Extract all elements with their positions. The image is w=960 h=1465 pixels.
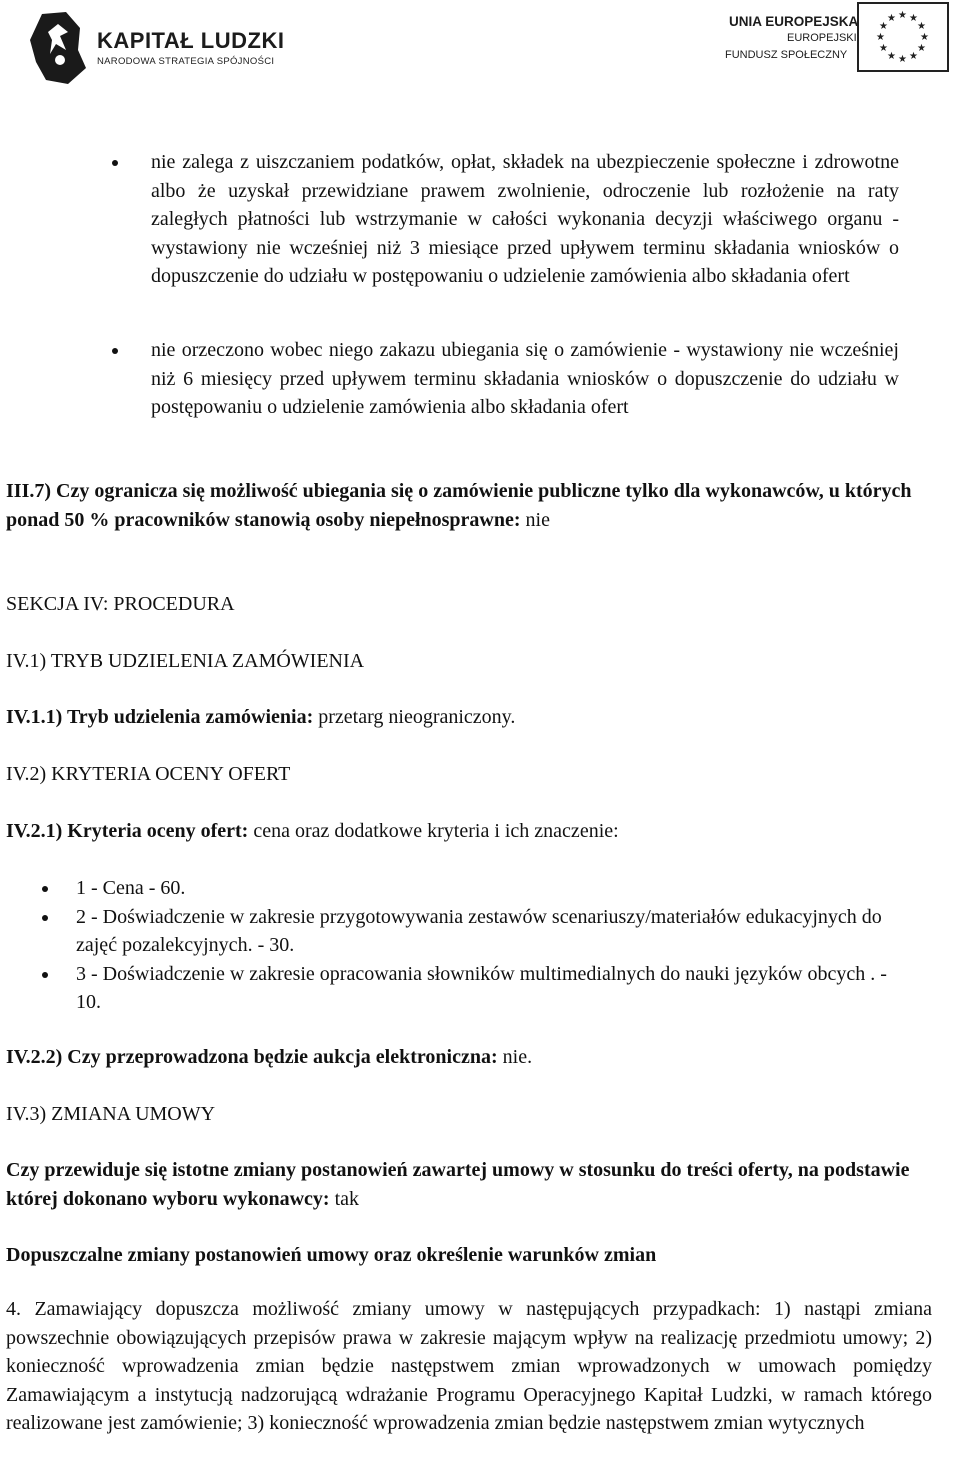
eu-flag-icon bbox=[857, 2, 949, 72]
section-iv11-label: IV.1.1) Tryb udzielenia zamówienia: bbox=[6, 706, 314, 728]
paragraph-4: 4. Zamawiający dopuszcza możliwość zmiany umowy w następujących przypadkach: 1) nastąpi zmiana powszechnie obowiązujących przepisów prawa w zakresie mającym wpływ na realizację przedmiotu umowy; 2) konieczność wprowadzenia zmian będzie następstwem zmian wprowadzonych w umowach pomiędzy Zamawiającym a instytucją nadzorującą wdrażanie Programu Operacyjnego Kapitał Ludzki, w ramach którego realizowane jest zamówienie; 3) konieczność wprowadzenia zmian będzie następstwem zmian wytycznych bbox=[6, 1298, 932, 1434]
svg-text:★: ★ bbox=[909, 13, 918, 24]
bullet-item-tax-arrears bbox=[116, 148, 899, 291]
bullet-text: nie orzeczono wobec niego zakazu ubiegania się o zamówienie - wystawiony nie wcześniej niż 6 miesięcy przed upływem terminu składania wniosków o dopuszczenie do udziału w postępowaniu o udzielenie zamówienia albo składania ofert bbox=[151, 339, 899, 418]
eu-logo bbox=[725, 2, 955, 78]
kapital-ludzki-subtitle: NARODOWA STRATEGIA SPÓJNOŚCI bbox=[97, 56, 275, 67]
svg-text:★: ★ bbox=[917, 21, 926, 32]
kapital-ludzki-emblem-icon bbox=[28, 10, 92, 86]
svg-text:★: ★ bbox=[887, 51, 896, 62]
criterion-text: 1 - Cena - 60. bbox=[76, 877, 186, 899]
section-iv3-question-label: Czy przewiduje się istotne zmiany postanowień zawartej umowy w stosunku do treści oferty, na podstawie której dokonano wyboru wykonawcy: bbox=[6, 1159, 910, 1210]
section-iv22-label: IV.2.2) Czy przeprowadzona będzie aukcja elektroniczna: bbox=[6, 1046, 498, 1068]
eu-logo-line2: EUROPEJSKI bbox=[787, 32, 857, 44]
list-item bbox=[6, 874, 896, 903]
svg-text:★: ★ bbox=[920, 32, 929, 43]
criterion-text: 2 - Doświadczenie w zakresie przygotowywania zestawów scenariuszy/materiałów edukacyjnych do zajęć pozalekcyjnych. - 30. bbox=[76, 905, 882, 956]
section-iv-title: SEKCJA IV: PROCEDURA bbox=[6, 593, 235, 615]
section-iv3-question bbox=[6, 1156, 911, 1213]
section-iv21-label: IV.2.1) Kryteria oceny ofert: bbox=[6, 820, 249, 842]
svg-text:★: ★ bbox=[917, 43, 926, 54]
bullet-dot-icon bbox=[112, 160, 118, 166]
section-iv1-heading: IV.1) TRYB UDZIELENIA ZAMÓWIENIA bbox=[6, 650, 365, 672]
section-iv3-question-value: tak bbox=[329, 1187, 360, 1210]
svg-text:★: ★ bbox=[887, 13, 896, 24]
svg-text:★: ★ bbox=[876, 32, 885, 43]
bullet-dot-icon bbox=[42, 972, 48, 978]
bullet-dot-icon bbox=[42, 886, 48, 892]
svg-text:★: ★ bbox=[879, 43, 888, 54]
eu-logo-line3: FUNDUSZ SPOŁECZNY bbox=[725, 49, 848, 61]
kapital-ludzki-logo bbox=[28, 10, 288, 86]
eu-logo-line1: UNIA EUROPEJSKA bbox=[729, 14, 859, 29]
section-iii7-label: III.7) Czy ogranicza się możliwość ubiegania się o zamówienie publiczne tylko dla wykonawców, u których ponad 50 % pracowników stanowią osoby niepełnosprawne: bbox=[6, 480, 912, 531]
section-iii7 bbox=[6, 477, 926, 534]
section-iv22 bbox=[6, 1043, 926, 1072]
section-iv11 bbox=[6, 703, 926, 732]
kapital-ludzki-title: KAPITAŁ LUDZKI bbox=[97, 28, 285, 53]
list-item bbox=[6, 903, 896, 960]
section-iv3-heading: IV.3) ZMIANA UMOWY bbox=[6, 1103, 216, 1125]
svg-text:★: ★ bbox=[898, 10, 907, 21]
section-iv3-allowed-changes: Dopuszczalne zmiany postanowień umowy oraz określenie warunków zmian bbox=[6, 1244, 657, 1266]
svg-text:★: ★ bbox=[909, 51, 918, 62]
bullet-text: nie zalega z uiszczaniem podatków, opłat, składek na ubezpieczenie społeczne i zdrowotne albo że uzyskał przewidziane prawem zwolnienie, odroczenie lub rozłożenie na raty zaległych płatności lub wstrzymanie w całości wykonania decyzji właściwego organu - wystawiony nie wcześniej niż 3 miesiące przed upływem terminu składania wniosków o dopuszczenie do udziału w postępowaniu o udzielenie zamówienia albo składania ofert bbox=[151, 151, 899, 287]
bullet-dot-icon bbox=[112, 348, 118, 354]
section-iii7-value: nie bbox=[525, 508, 550, 531]
section-iv22-value: nie. bbox=[497, 1046, 533, 1068]
section-iv11-value: przetarg nieograniczony. bbox=[313, 706, 516, 728]
section-iv2-heading: IV.2) KRYTERIA OCENY OFERT bbox=[6, 763, 291, 785]
svg-text:★: ★ bbox=[879, 21, 888, 32]
criteria-list bbox=[6, 874, 896, 1017]
bullet-dot-icon bbox=[42, 915, 48, 921]
section-iv21-value: cena oraz dodatkowe kryteria i ich znaczenie: bbox=[248, 820, 619, 842]
criterion-text: 3 - Doświadczenie w zakresie opracowania słowników multimedialnych do nauki języków obcych . - 10. bbox=[76, 962, 887, 1013]
svg-text:★: ★ bbox=[898, 54, 907, 65]
list-item bbox=[6, 960, 896, 1017]
bullet-item-ban bbox=[116, 336, 899, 422]
section-iv21 bbox=[6, 817, 926, 846]
